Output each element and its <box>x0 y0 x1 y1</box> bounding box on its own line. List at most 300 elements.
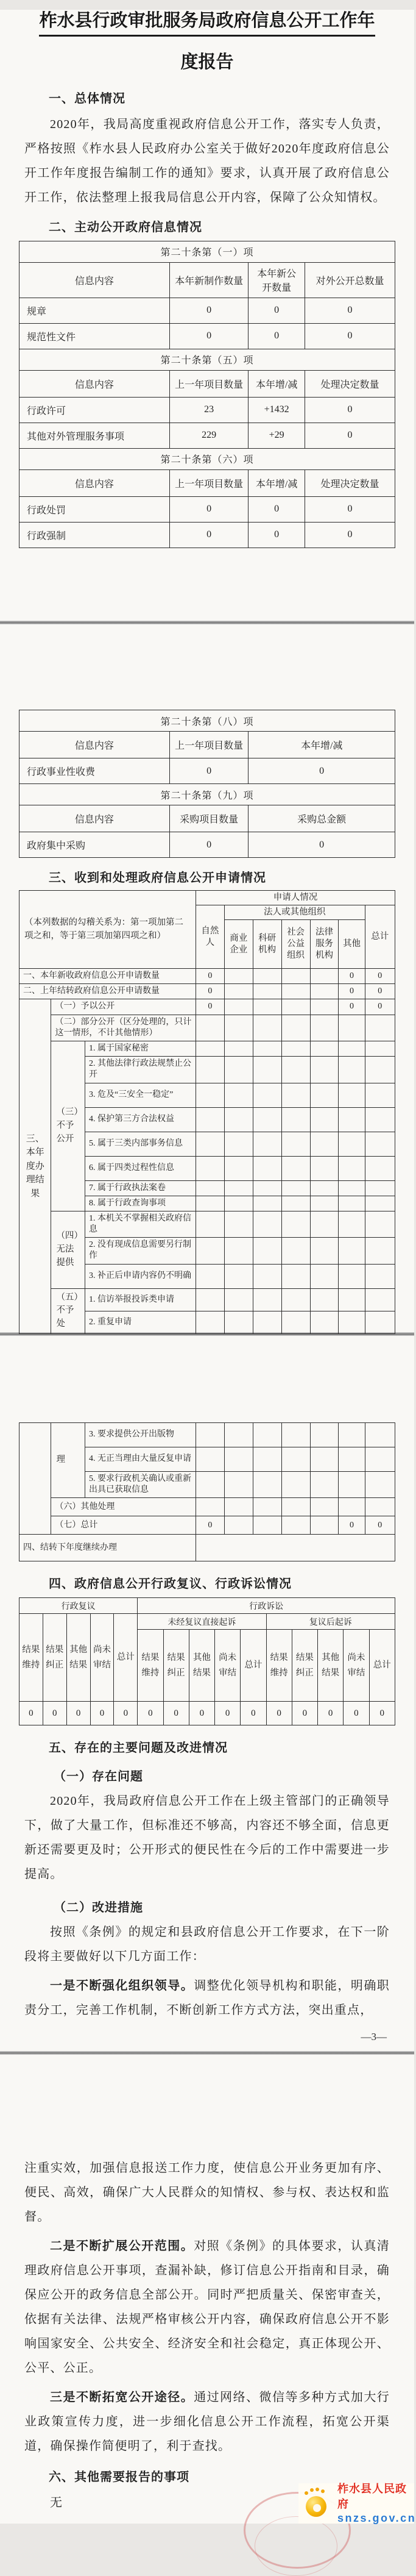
cell-empty <box>310 1196 339 1211</box>
cell-empty <box>281 1196 310 1211</box>
cell-empty <box>224 1057 253 1083</box>
cell-empty <box>224 1498 253 1516</box>
cell-empty <box>365 1132 395 1156</box>
row-label: 1. 本机关不掌握相关政府信息 <box>85 1211 196 1237</box>
row-label: 3. 补正后申请内容仍不明确 <box>85 1264 196 1288</box>
cell-value: 0 <box>339 969 365 984</box>
cell-empty <box>253 1238 281 1264</box>
cell-empty <box>253 1015 281 1041</box>
cell-value: 0 <box>305 496 395 522</box>
none-paragraph: 无 <box>50 2496 63 2510</box>
cell-empty <box>310 1447 339 1472</box>
column-header: 总计 <box>365 905 395 969</box>
cell-empty <box>281 1264 310 1288</box>
column-header: 采购总金额 <box>249 805 395 832</box>
cell-value: 0 <box>196 999 224 1015</box>
cell-empty <box>339 1472 365 1498</box>
cell-empty <box>196 1083 224 1107</box>
cell-value: 0 <box>196 969 224 984</box>
section-heading-1: 一、总体情况 <box>49 91 125 105</box>
column-header: 结果维持 <box>266 1630 292 1702</box>
cell-empty <box>224 1180 253 1196</box>
cell-value: 0 <box>365 969 395 984</box>
cell-empty <box>339 1311 365 1333</box>
cell-empty <box>253 1132 281 1156</box>
cell-value: 0 <box>249 522 305 548</box>
row-label: 5. 要求行政机关确认或重新出具已获取信息 <box>85 1472 196 1498</box>
group-label-results: 三、本年度办理结果 <box>19 999 51 1334</box>
page-1 <box>0 10 414 621</box>
cell-empty <box>224 1107 253 1132</box>
row-label: 行政强制 <box>19 522 170 548</box>
row-label: （七）总计 <box>51 1516 196 1535</box>
cell-empty <box>365 1196 395 1211</box>
section-heading-5: 五、存在的主要问题及改进情况 <box>49 1741 228 1755</box>
cell-empty <box>253 984 281 999</box>
cell-empty <box>281 1472 310 1498</box>
cell-empty <box>310 999 339 1015</box>
column-header: 本年增/减 <box>249 469 305 496</box>
column-header: 尚未审结 <box>90 1614 114 1702</box>
table-note: （本列数据的勾稽关系为：第一项加第二项之和，等于第三项加第四项之和） <box>19 891 196 969</box>
cell-empty <box>365 1447 395 1472</box>
application-table-part2 <box>19 1422 395 1561</box>
row-label: 4. 保护第三方合法权益 <box>85 1107 196 1132</box>
cell-empty <box>310 1083 339 1107</box>
cell-value: 0 <box>196 1516 224 1535</box>
cell-empty <box>310 1472 339 1498</box>
cell-value: 0 <box>19 1702 43 1725</box>
group-label-refused: （三）不予公开 <box>51 1041 85 1211</box>
cell-empty <box>310 1264 339 1288</box>
row-label: 四、结转下年度继续办理 <box>19 1535 196 1561</box>
cell-empty <box>281 1516 310 1535</box>
post-review-litigation-header: 复议后起诉 <box>266 1614 395 1630</box>
cell-empty <box>196 1472 224 1498</box>
column-header: 上一年项目数量 <box>169 732 249 758</box>
site-url: snzs.gov.cn <box>337 2512 416 2525</box>
group-label-unable: （四）无法提供 <box>51 1211 85 1288</box>
cell-empty <box>365 1472 395 1498</box>
cell-value: 0 <box>305 323 395 349</box>
cell-empty <box>310 1211 339 1237</box>
column-header: 结果纠正 <box>43 1614 66 1702</box>
cell-value: 0 <box>138 1702 163 1725</box>
column-header: 其他 <box>339 920 365 969</box>
measures-intro-paragraph: 按照《条例》的规定和县政府信息公开工作要求，在下一阶段将主要做好以下几方面工作： <box>24 1925 390 1964</box>
cell-empty <box>253 1423 281 1447</box>
cell-empty <box>281 1238 310 1264</box>
cell-empty <box>339 1057 365 1083</box>
cell-empty <box>365 1311 395 1333</box>
column-header: 本年新公开数量 <box>249 262 305 298</box>
row-label: 2. 没有现成信息需要另行制作 <box>85 1238 196 1264</box>
cell-empty <box>224 1041 253 1056</box>
cell-empty <box>224 1447 253 1472</box>
cell-value: 0 <box>189 1702 214 1725</box>
cell-empty <box>253 1083 281 1107</box>
litigation-header: 行政诉讼 <box>138 1598 395 1614</box>
cell-empty <box>365 1423 395 1447</box>
row-label: （二）部分公开（区分处理的，只计这一情形，不计其他情形） <box>51 1015 196 1041</box>
cell-empty <box>365 1211 395 1237</box>
cell-empty <box>196 1288 224 1311</box>
row-label: 行政处罚 <box>19 496 170 522</box>
cell-empty <box>281 1311 310 1333</box>
cell-value: 0 <box>163 1702 189 1725</box>
application-table-part1 <box>19 890 395 1334</box>
column-header: 信息内容 <box>19 732 170 758</box>
cell-empty <box>365 1083 395 1107</box>
column-header: 其他结果 <box>66 1614 90 1702</box>
row-label: 其他对外管理服务事项 <box>19 423 170 448</box>
row-label: 2. 重复申请 <box>85 1311 196 1333</box>
cell-value: 229 <box>169 423 249 448</box>
review-header: 行政复议 <box>19 1598 138 1614</box>
cell-empty <box>224 1288 253 1311</box>
cell-empty <box>365 1057 395 1083</box>
cell-empty <box>310 1132 339 1156</box>
row-label: （六）其他处理 <box>51 1498 196 1516</box>
cell-value: 0 <box>169 298 249 323</box>
cell-empty <box>196 1311 224 1333</box>
cell-value: 0 <box>249 298 305 323</box>
report-title <box>18 10 396 74</box>
cell-empty <box>281 1498 310 1516</box>
column-header: 本年增/减 <box>249 370 305 397</box>
measure-1-continued-paragraph: 注重实效，加强信息报送工作力度，使信息公开业务更加有序、便民、高效，确保广大人民群众的知情权、参与权、表达权和监督。 <box>24 2161 390 2224</box>
column-header: 商业企业 <box>224 920 253 969</box>
cell-empty <box>339 1423 365 1447</box>
band-title: 第二十条第（五）项 <box>19 349 395 370</box>
cell-empty <box>281 1447 310 1472</box>
band-title: 第二十条第（九）项 <box>19 784 395 805</box>
cell-empty <box>224 1083 253 1107</box>
row-label: 3. 要求提供公开出版物 <box>85 1423 196 1447</box>
column-header: 信息内容 <box>19 805 170 832</box>
sub-heading-problems: （一）存在问题 <box>54 1770 143 1784</box>
measure-3-text: 通过网络、微信等多种方式加大行业政策宣传力度，进一步细化信息公开工作流程，拓宽公开渠道，确保操作简便明了，利于查找。 <box>24 2391 390 2453</box>
cell-empty <box>339 1041 365 1056</box>
cell-value: 0 <box>365 999 395 1015</box>
cell-empty <box>224 1423 253 1447</box>
cell-empty <box>224 1472 253 1498</box>
band-title: 第二十条第（一）项 <box>19 241 395 262</box>
cell-empty <box>253 1498 281 1516</box>
page-3 <box>0 1336 414 2051</box>
sub-heading-measures: （二）改进措施 <box>54 1901 143 1915</box>
cell-empty <box>310 1156 339 1180</box>
column-header: 科研机构 <box>253 920 281 969</box>
row-label: 3. 危及“三安全一稳定” <box>85 1083 196 1107</box>
cell-empty <box>281 1083 310 1107</box>
cell-empty <box>310 1015 339 1041</box>
cell-value: 0 <box>169 496 249 522</box>
row-label: 4. 无正当理由大量反复申请 <box>85 1447 196 1472</box>
row-label: 规章 <box>19 298 170 323</box>
cell-empty <box>339 1288 365 1311</box>
cell-empty <box>365 1238 395 1264</box>
column-header: 处理决定数量 <box>305 370 395 397</box>
column-header: 结果纠正 <box>163 1630 189 1702</box>
column-header: 总计 <box>114 1614 138 1702</box>
cell-empty <box>253 999 281 1015</box>
cell-empty <box>339 1107 365 1132</box>
cell-empty <box>224 1311 253 1333</box>
cell-empty <box>224 999 253 1015</box>
cell-value: 0 <box>344 1702 369 1725</box>
cell-value: 0 <box>169 832 249 858</box>
cell-empty <box>310 1041 339 1056</box>
cell-empty <box>196 1057 224 1083</box>
cell-empty <box>196 1211 224 1237</box>
column-header: 法律服务机构 <box>310 920 339 969</box>
row-label: 二、上年结转政府信息公开申请数量 <box>19 984 196 999</box>
row-label: 5. 属于三类内部事务信息 <box>85 1132 196 1156</box>
cell-value: 0 <box>169 323 249 349</box>
cell-empty <box>196 1196 224 1211</box>
cell-empty <box>253 1447 281 1472</box>
cell-empty <box>339 1498 365 1516</box>
proactive-disclosure-table <box>19 241 395 548</box>
cell-empty <box>224 1211 253 1237</box>
cell-empty <box>310 1516 339 1535</box>
row-label: 6. 属于四类过程性信息 <box>85 1156 196 1180</box>
measure-1-paragraph <box>24 1974 390 2022</box>
page-2 <box>0 624 414 1332</box>
cell-empty <box>310 1180 339 1196</box>
row-label: 一、本年新收政府信息公开申请数量 <box>19 969 196 984</box>
cell-value: +29 <box>249 423 305 448</box>
column-header: 处理决定数量 <box>305 469 395 496</box>
cell-empty <box>365 1180 395 1196</box>
column-header: 结果纠正 <box>292 1630 317 1702</box>
cell-empty <box>281 984 310 999</box>
cell-empty <box>281 1180 310 1196</box>
measure-2-lead: 二是不断扩展公开范围。 <box>50 2239 194 2253</box>
applicant-header: 申请人情况 <box>196 891 395 905</box>
section-heading-4: 四、政府信息公开行政复议、行政诉讼情况 <box>49 1577 292 1591</box>
cell-empty <box>365 1264 395 1288</box>
cell-empty <box>224 984 253 999</box>
column-header: 总计 <box>369 1630 395 1702</box>
row-label: 行政事业性收费 <box>19 758 170 784</box>
cell-value: 0 <box>365 984 395 999</box>
cell-value: 0 <box>305 522 395 548</box>
group-label-notprocessed: （五）不予处 <box>51 1288 85 1333</box>
measure-2-text: 对照《条例》的具体要求，认真清理政府信息公开事项，查漏补缺，修订信息公开指南和目录，确保应公开的政务信息全部公开。同时严把质量关、保密审查关，依据有关法律、法规严格审核公开内容，确保政府信息公开不影响国家安全、公共安全、经济安全和社会稳定，真正体现公开、公平、公正。 <box>24 2239 390 2375</box>
cell-empty <box>253 1264 281 1288</box>
cell-value: +1432 <box>249 397 305 423</box>
cell-value: 23 <box>169 397 249 423</box>
cell-empty <box>196 1498 224 1516</box>
group-label-continued-empty <box>19 1423 51 1535</box>
cell-empty <box>339 1447 365 1472</box>
cell-value: 0 <box>305 298 395 323</box>
cell-value: 0 <box>66 1702 90 1725</box>
band-title: 第二十条第（六）项 <box>19 448 395 469</box>
cell-value: 0 <box>169 758 249 784</box>
section-heading-3: 三、收到和处理政府信息公开申请情况 <box>49 871 266 885</box>
cell-value: 0 <box>90 1702 114 1725</box>
column-header: 信息内容 <box>19 469 170 496</box>
column-header: 尚未审结 <box>215 1630 241 1702</box>
column-header: 信息内容 <box>19 370 170 397</box>
cell-empty <box>224 969 253 984</box>
column-header: 结果维持 <box>138 1630 163 1702</box>
cell-empty <box>253 1196 281 1211</box>
cell-empty <box>196 1264 224 1288</box>
cell-value: 0 <box>215 1702 241 1725</box>
cell-empty <box>196 1423 224 1447</box>
cell-empty <box>339 1132 365 1156</box>
site-logo-badge <box>298 2483 414 2524</box>
measure-3-lead: 三是不断拓宽公开途径。 <box>50 2391 194 2404</box>
measure-1-text: 调整优化领导机构和职能，明确职责分工，完善工作机制，不断创新工作方式方法，突出重点， <box>24 1979 390 2018</box>
cell-value: 0 <box>249 496 305 522</box>
report-title-line1: 柞水县行政审批服务局政府信息公开工作年 <box>39 10 375 37</box>
cell-value: 0 <box>249 323 305 349</box>
measure-2-paragraph <box>24 2234 390 2380</box>
cell-value: 0 <box>114 1702 138 1725</box>
cell-empty <box>339 1180 365 1196</box>
cell-value: 0 <box>249 832 395 858</box>
cell-empty <box>365 1498 395 1516</box>
column-header: 其他结果 <box>189 1630 214 1702</box>
official-seal-inner-ring <box>255 2516 337 2576</box>
cell-empty <box>253 1472 281 1498</box>
cell-value: 0 <box>305 423 395 448</box>
cell-value: 0 <box>292 1702 317 1725</box>
column-header: 信息内容 <box>19 262 170 298</box>
column-header: 结果维持 <box>19 1614 43 1702</box>
row-label: （一）予以公开 <box>51 999 196 1015</box>
cell-empty <box>253 1211 281 1237</box>
cell-empty <box>281 1015 310 1041</box>
cell-empty <box>281 1132 310 1156</box>
cell-empty <box>310 1423 339 1447</box>
cell-empty <box>224 1264 253 1288</box>
section-heading-2: 二、主动公开政府信息情况 <box>49 220 202 234</box>
cell-empty <box>253 1057 281 1083</box>
cell-value: 0 <box>241 1702 266 1725</box>
column-header: 本年新制作数量 <box>169 262 249 298</box>
cell-empty <box>196 1132 224 1156</box>
cell-empty <box>281 1211 310 1237</box>
cell-value: 0 <box>365 1516 395 1535</box>
cell-empty <box>281 1288 310 1311</box>
cell-empty <box>196 1535 395 1561</box>
cell-value: 0 <box>339 1516 365 1535</box>
column-header: 本年增/减 <box>249 732 395 758</box>
cell-empty <box>253 1041 281 1056</box>
cell-empty <box>196 1238 224 1264</box>
section-heading-6: 六、其他需要报告的事项 <box>49 2471 189 2484</box>
overview-paragraph: 2020年，我局高度重视政府信息公开工作，落实专人负责，严格按照《柞水县人民政府办公室关于做好2020年度政府信息公开工作年度报告编制工作的通知》要求，认真开展了政府信息公开工作，依法整理上报我局信息公开内容，保障了公众知情权。 <box>24 117 390 204</box>
cell-empty <box>253 1156 281 1180</box>
column-header: 总计 <box>241 1630 266 1702</box>
row-label: 规范性文件 <box>19 323 170 349</box>
cell-empty <box>224 1238 253 1264</box>
problems-paragraph: 2020年，我局政府信息公开工作在上级主管部门的正确领导下，做了大量工作，但标准还不够高，内容还不够全面，信息更新还需要更及时；公开形式的便民性在今后的工作中需要进一步提高。 <box>24 1794 390 1882</box>
cell-value: 0 <box>266 1702 292 1725</box>
cell-empty <box>196 1180 224 1196</box>
cell-empty <box>224 1132 253 1156</box>
cell-empty <box>339 1211 365 1237</box>
cell-empty <box>281 1057 310 1083</box>
cell-empty <box>196 1107 224 1132</box>
cell-empty <box>281 969 310 984</box>
column-header: 对外公开总数量 <box>305 262 395 298</box>
cell-empty <box>339 1156 365 1180</box>
cell-empty <box>253 969 281 984</box>
cell-empty <box>224 1196 253 1211</box>
cell-empty <box>281 999 310 1015</box>
cell-empty <box>365 1156 395 1180</box>
cell-empty <box>365 1107 395 1132</box>
band-title: 第二十条第（八）项 <box>19 710 395 732</box>
fees-procurement-table <box>19 710 395 858</box>
cell-empty <box>339 1196 365 1211</box>
row-label: 2. 其他法律行政法规禁止公开 <box>85 1057 196 1083</box>
row-label: 1. 信访举报投诉类申请 <box>85 1288 196 1311</box>
row-label: 行政许可 <box>19 397 170 423</box>
cell-empty <box>339 1083 365 1107</box>
cell-empty <box>310 969 339 984</box>
cell-empty <box>339 1015 365 1041</box>
column-header: 上一年项目数量 <box>169 469 249 496</box>
cell-empty <box>281 1041 310 1056</box>
cell-empty <box>196 1015 224 1041</box>
cell-empty <box>196 1447 224 1472</box>
cell-value: 0 <box>339 999 365 1015</box>
cell-value: 0 <box>305 397 395 423</box>
site-name: 柞水县人民政府 <box>337 2483 407 2511</box>
column-header: 社会公益组织 <box>281 920 310 969</box>
cell-value: 0 <box>249 758 395 784</box>
measure-1-lead: 一是不断强化组织领导。 <box>50 1979 194 1993</box>
cell-value: 0 <box>339 984 365 999</box>
cell-empty <box>310 1238 339 1264</box>
cell-empty <box>339 1238 365 1264</box>
cell-empty <box>310 1288 339 1311</box>
cell-value: 0 <box>196 984 224 999</box>
row-label: 8. 属于行政查询事项 <box>85 1196 196 1211</box>
direct-litigation-header: 未经复议直接起诉 <box>138 1614 266 1630</box>
cell-empty <box>253 1288 281 1311</box>
column-header: 尚未审结 <box>344 1630 369 1702</box>
cell-empty <box>310 1311 339 1333</box>
cell-empty <box>196 1156 224 1180</box>
cell-empty <box>365 1015 395 1041</box>
cell-empty <box>224 1156 253 1180</box>
cell-value: 0 <box>43 1702 66 1725</box>
footprint-icon <box>303 2488 333 2519</box>
row-label: 1. 属于国家秘密 <box>85 1041 196 1056</box>
cell-empty <box>281 1107 310 1132</box>
cell-empty <box>196 1041 224 1056</box>
column-header: 上一年项目数量 <box>169 370 249 397</box>
cell-empty <box>224 1516 253 1535</box>
measure-3-paragraph <box>24 2385 390 2458</box>
cell-empty <box>253 1107 281 1132</box>
group-label-notprocessed-cont: 理 <box>51 1423 85 1498</box>
review-litigation-table <box>19 1597 395 1725</box>
cell-empty <box>281 1423 310 1447</box>
cell-empty <box>310 1107 339 1132</box>
column-header: 自然人 <box>196 905 224 969</box>
cell-empty <box>310 1057 339 1083</box>
